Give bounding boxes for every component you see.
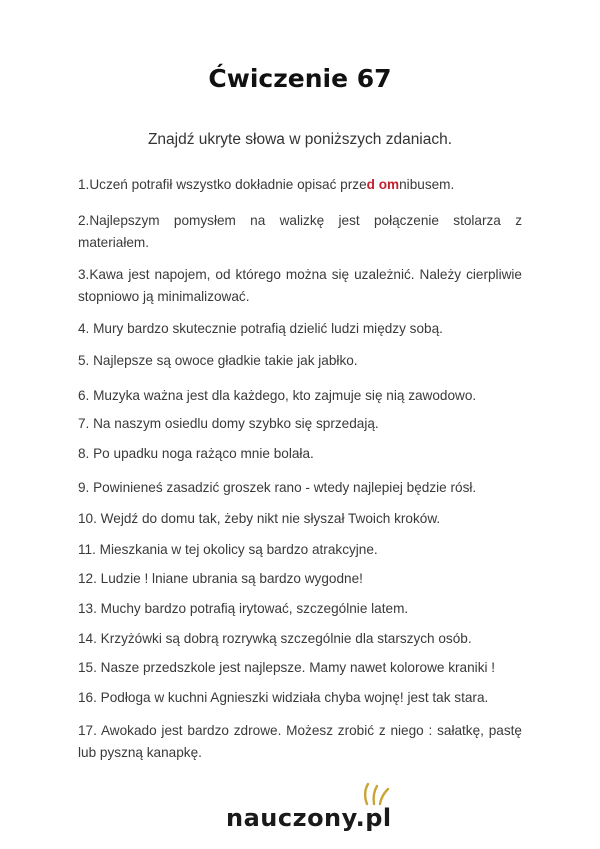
instruction-text: Znajdź ukryte słowa w poniższych zdaniach.	[147, 131, 453, 148]
sentence-12: 12. Ludzie ! lniane ubrania są bardzo wygodne!	[78, 571, 363, 586]
brand-logo	[226, 782, 396, 842]
logo-text: nauczony.pl	[226, 804, 392, 832]
sprout-icon	[361, 782, 393, 806]
sentence-13: 13. Muchy bardzo potrafią irytować, szczególnie latem.	[78, 601, 409, 616]
sentence-4: 4. Mury bardzo skutecznie potrafią dzielić ludzi między sobą.	[78, 321, 443, 336]
sentence-17: 17. Awokado jest bardzo zdrowe. Możesz zrobić z niego : sałatkę, pastę lub pyszną kanapkę.	[78, 723, 522, 760]
sentence-3: 3.Kawa jest napojem, od którego można się uzależnić. Należy cierpliwie stopniowo ją minimalizować.	[78, 267, 522, 304]
sentence-11: 11. Mieszkania w tej okolicy są bardzo atrakcyjne.	[78, 542, 378, 557]
sentence-1-start: 1.Uczeń potrafił wszystko dokładnie opisać prze	[78, 177, 367, 192]
sentence-9: 9. Powinieneś zasadzić groszek rano - wtedy najlepiej będzie rósł.	[78, 480, 477, 495]
sentence-16: 16. Podłoga w kuchni Agnieszki widziała chyba wojnę! jest tak stara.	[78, 690, 489, 705]
sentence-15: 15. Nasze przedszkole jest najlepsze. Mamy nawet kolorowe kraniki !	[78, 660, 496, 675]
sentence-5: 5. Najlepsze są owoce gładkie takie jak jabłko.	[78, 353, 358, 368]
sentence-1	[78, 174, 522, 196]
page-title: Ćwiczenie 67	[208, 64, 392, 93]
sentence-7: 7. Na naszym osiedlu domy szybko się sprzedają.	[78, 416, 379, 431]
sentence-10: 10. Wejdź do domu tak, żeby nikt nie słyszał Twoich kroków.	[78, 511, 441, 526]
sentence-2: 2.Najlepszym pomysłem na walizkę jest połączenie stolarza z materiałem.	[78, 213, 522, 250]
sentence-6: 6. Muzyka ważna jest dla każdego, kto zajmuje się nią zawodowo.	[78, 388, 477, 403]
sentence-8: 8. Po upadku noga rażąco mnie bolała.	[78, 446, 314, 461]
sentence-1-end: nibusem.	[399, 177, 455, 192]
sentence-1-highlight: d om	[366, 177, 400, 192]
sentence-14: 14. Krzyżówki są dobrą rozrywką szczególnie dla starszych osób.	[78, 631, 472, 646]
